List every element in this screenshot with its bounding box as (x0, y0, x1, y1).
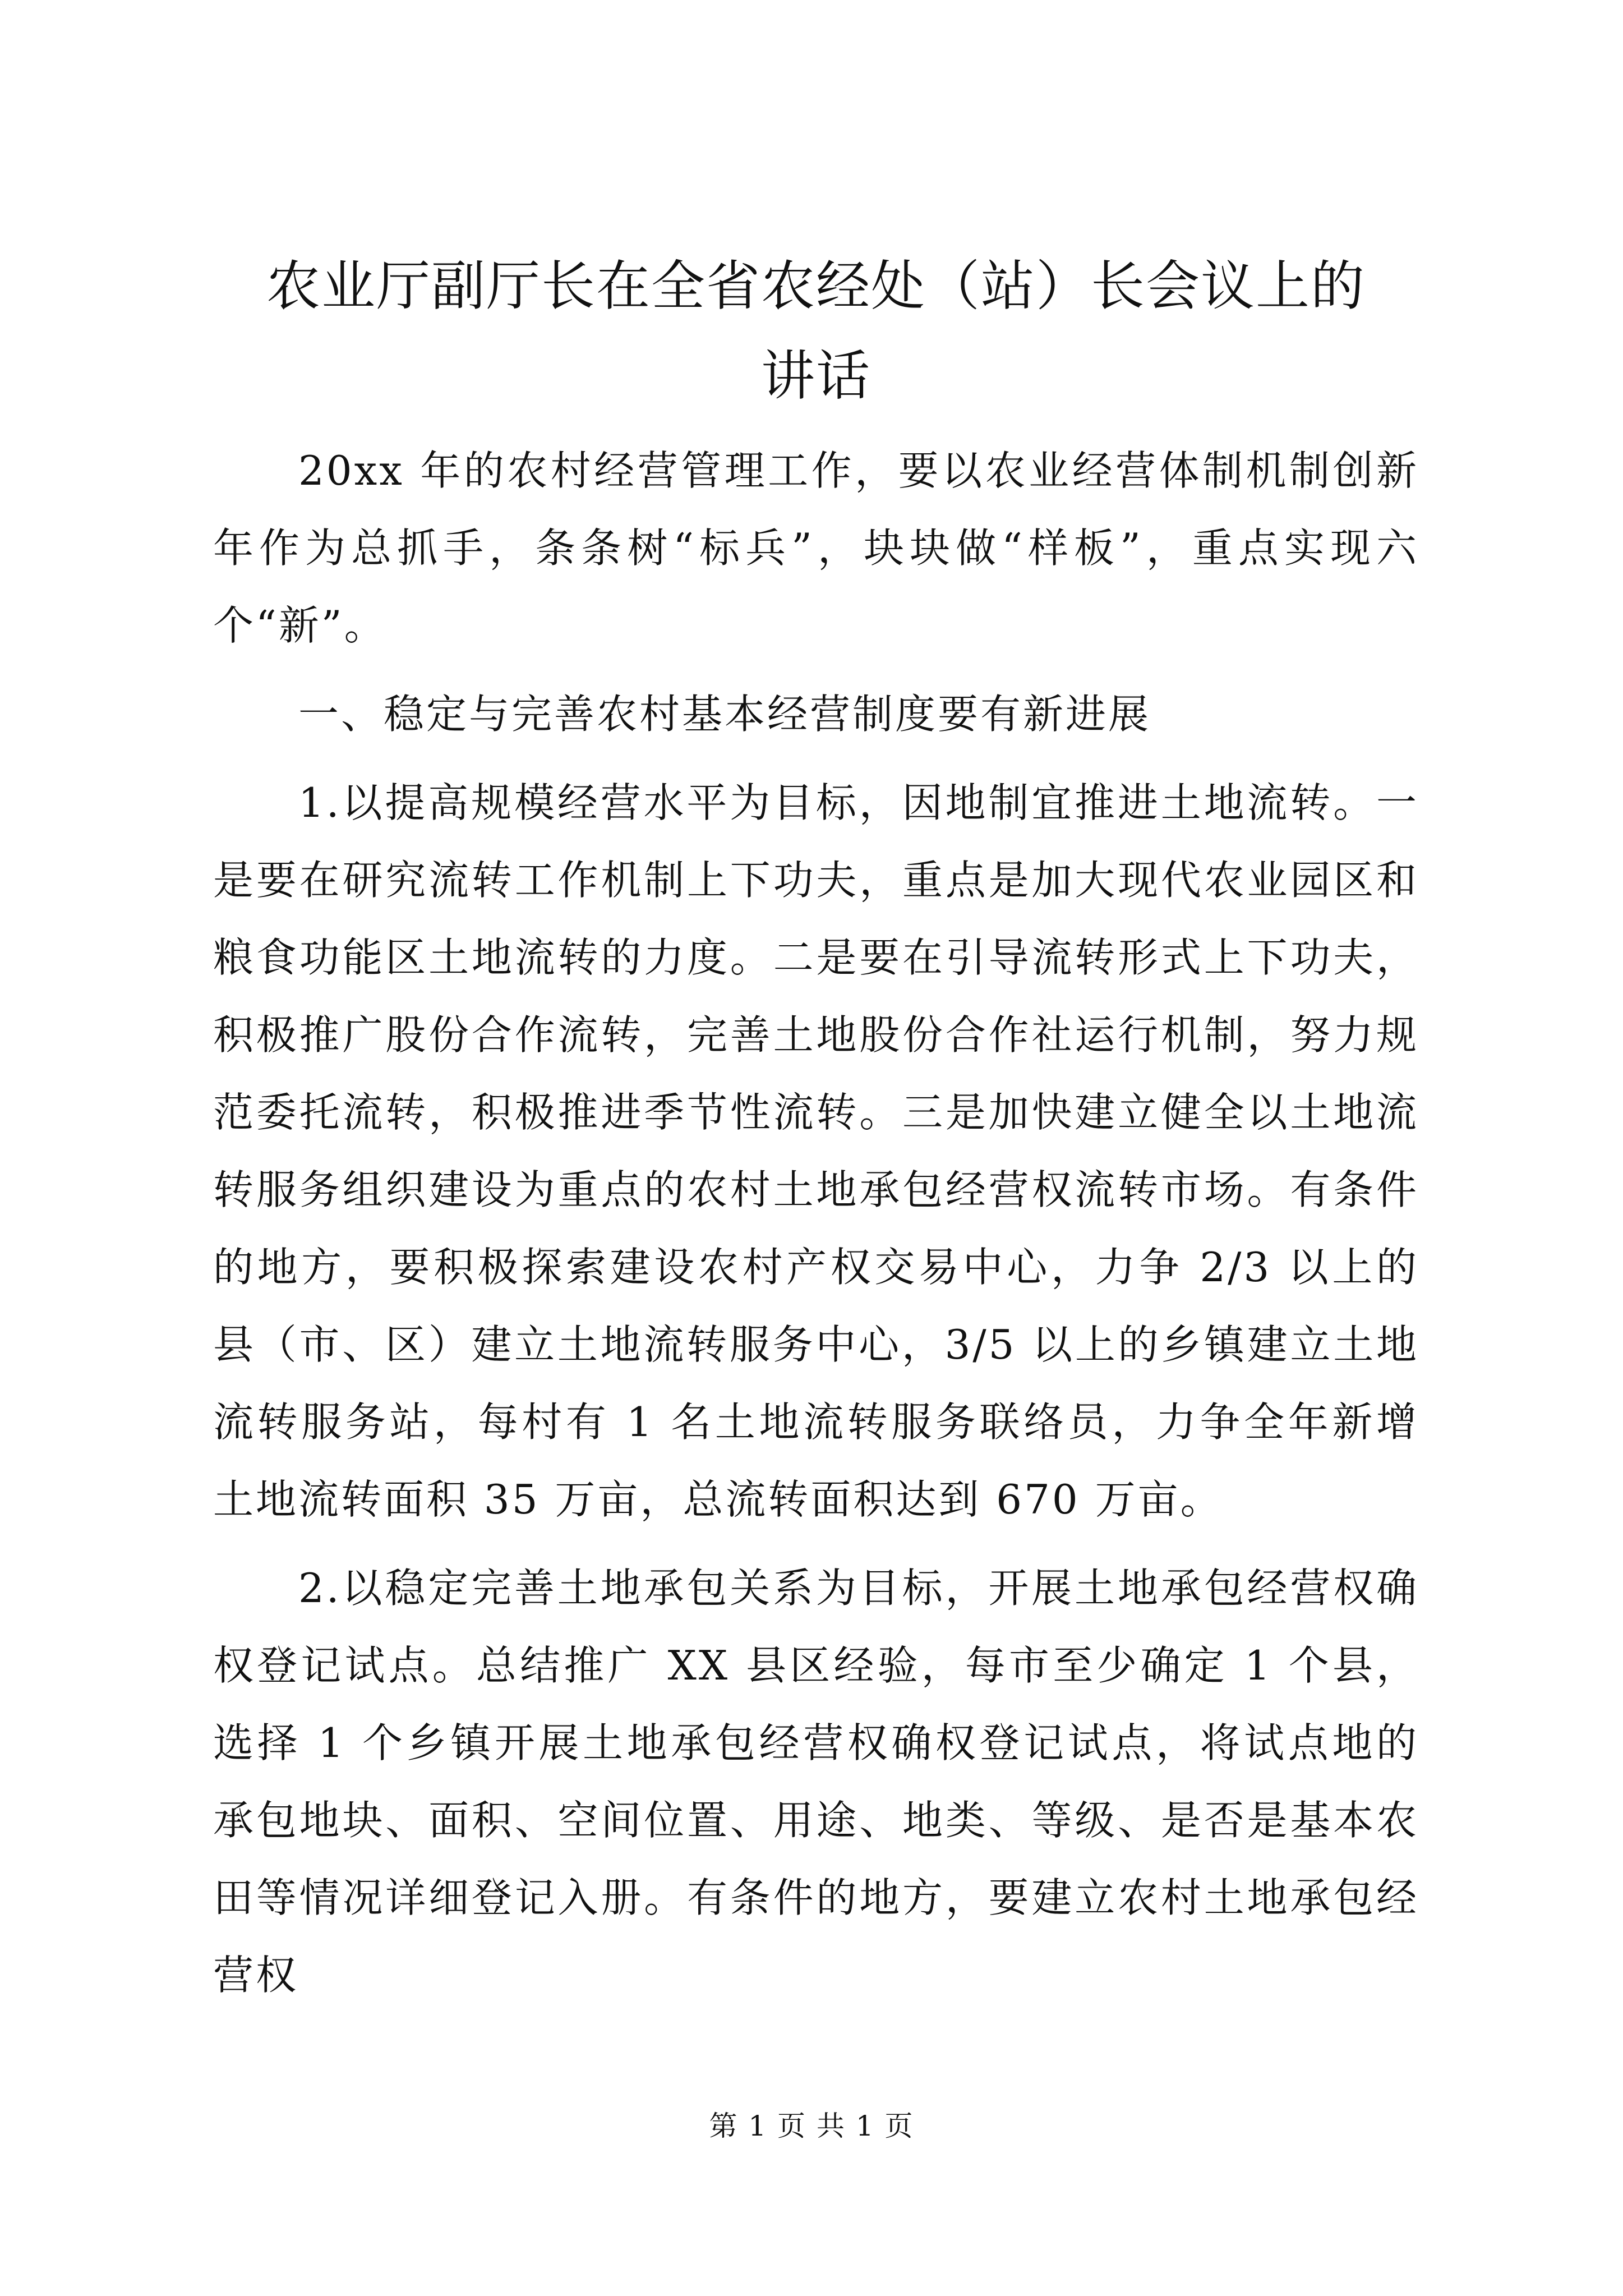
paragraph-item-2: 2.以稳定完善土地承包关系为目标，开展土地承包经营权确权登记试点。总结推广 XX 县区经验，每市至少确定 1 个县，选择 1 个乡镇开展土地承包经营权确权登记试点，将试点地的承包地块、面积、空间位置、用途、地类、等级、是否是基本农田等情况详细登记入册。有条件的地方，要建立农村土地承包经营权 (213, 1565, 1419, 1999)
title-line-1: 农业厅副厅长在全省农经处（站）长会议上的 (266, 255, 1366, 318)
paragraph-item-1: 1.以提高规模经营水平为目标，因地制宜推进土地流转。一是要在研究流转工作机制上下功夫，重点是加大现代农业园区和粮食功能区土地流转的力度。二是要在引导流转形式上下功夫，积极推广股份合作流转，完善土地股份合作社运行机制，努力规范委托流转，积极推进季节性流转。三是加快建立健全以土地流转服务组织建设为重点的农村土地承包经营权流转市场。有条件的地方，要积极探索建设农村产权交易中心，力争 2/3 以上的县（市、区）建立土地流转服务中心，3/5 以上的乡镇建立土地流转服务站，每村有 1 名土地流转服务联络员，力争全年新增土地流转面积 35 万亩，总流转面积达到 670 万亩。 (213, 779, 1419, 1523)
document-body (213, 241, 1419, 2025)
section-heading: 一、稳定与完善农村基本经营制度要有新进展 (298, 691, 1151, 738)
title-line-2: 讲话 (761, 344, 871, 407)
intro-paragraph: 20xx 年的农村经营管理工作，要以农业经营体制机制创新年作为总抓手，条条树“标兵”，块块做“样板”，重点实现六个“新”。 (213, 447, 1419, 649)
page-footer: 第 1 页 共 1 页 (709, 2110, 914, 2142)
document-title (213, 241, 1419, 421)
